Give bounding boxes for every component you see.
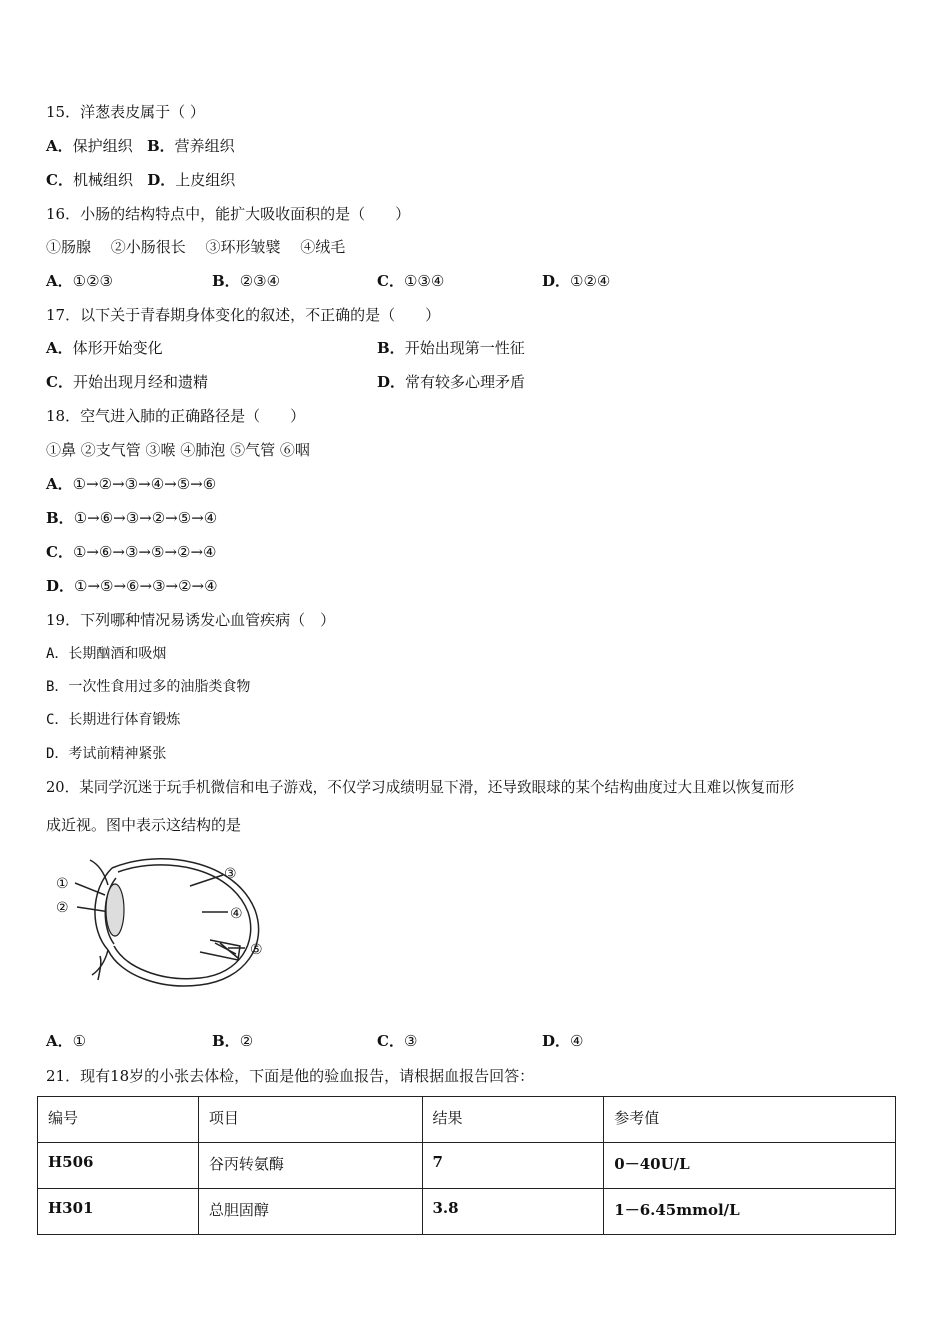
- eye-label-5: ⑤: [250, 942, 263, 958]
- q19-stem: 19．下列哪种情况易诱发心血管疾病（ ）: [46, 611, 336, 629]
- q15-option-a-text: 保护组织: [72, 137, 133, 155]
- eye-label-3: ③: [224, 866, 237, 882]
- q16-option-b: B．②③④: [212, 272, 281, 290]
- table-row: [38, 1189, 896, 1235]
- q15-stem: 15．洋葱表皮属于（ ）: [46, 103, 205, 121]
- table-header-cell: 参考值: [604, 1097, 896, 1143]
- q17-option-d: D．常有较多心理矛盾: [377, 373, 526, 391]
- table-cell-item: 谷丙转氨酶: [198, 1143, 422, 1189]
- q15-option-d-letter: D．: [147, 171, 176, 189]
- q20-option-c: C．③: [377, 1032, 418, 1050]
- q18-items: ①鼻 ②支气管 ③喉 ④肺泡 ⑤气管 ⑥咽: [46, 441, 310, 459]
- q19-option-b: B．一次性食用过多的油脂类食物: [46, 679, 251, 695]
- q17-option-a: A．体形开始变化: [46, 339, 163, 357]
- table-header-cell: 编号: [38, 1097, 199, 1143]
- q15-option-c-text: 机械组织: [72, 171, 133, 189]
- q15-option-b-text: 营养组织: [174, 137, 235, 155]
- q15-option-a-letter: A．: [46, 137, 73, 155]
- eye-label-2: ②: [56, 900, 69, 916]
- q18-option-b: B．①→⑥→③→②→⑤→④: [46, 509, 218, 527]
- table-header-cell: 结果: [422, 1097, 604, 1143]
- q15-option-b-letter: B．: [146, 137, 175, 155]
- q21-stem: 21．现有18岁的小张去体检，下面是他的验血报告，请根据血报告回答：: [46, 1067, 535, 1085]
- q18-option-a: A．①→②→③→④→⑤→⑥: [46, 475, 217, 493]
- q19-option-a: A．长期酗酒和吸烟: [46, 646, 167, 662]
- table-row: [38, 1143, 896, 1189]
- q15-options-row1: [46, 136, 235, 156]
- table-cell-result: 3.8: [422, 1189, 604, 1235]
- q15-option-c-letter: C．: [46, 171, 73, 189]
- eye-diagram: [50, 850, 280, 990]
- q19-option-c: C．长期进行体育锻炼: [46, 712, 181, 728]
- q18-option-d: D．①→⑤→⑥→③→②→④: [46, 577, 218, 595]
- q16-items: ①肠腺 ②小肠很长 ③环形皱襞 ④绒毛: [46, 238, 346, 256]
- table-header-cell: 项目: [198, 1097, 422, 1143]
- q16-option-a: A．①②③: [46, 272, 113, 290]
- table-cell-reference: 1－6.45mmol/L: [604, 1189, 896, 1235]
- eye-label-1: ①: [56, 876, 69, 892]
- q15-option-d-text: 上皮组织: [175, 171, 236, 189]
- q17-option-b: B．开始出现第一性征: [377, 339, 525, 357]
- q20-option-b: B．②: [212, 1032, 254, 1050]
- table-cell-item: 总胆固醇: [198, 1189, 422, 1235]
- q16-option-d: D．①②④: [542, 272, 611, 290]
- q17-stem: 17．以下关于青春期身体变化的叙述，不正确的是（ ）: [46, 306, 441, 324]
- blood-report-table: [37, 1096, 896, 1235]
- q20-stem-line1: 20．某同学沉迷于玩手机微信和电子游戏，不仅学习成绩明显下滑，还导致眼球的某个结构曲度过大且难以恢复而形: [46, 779, 795, 796]
- q15-options-row2: [46, 170, 235, 190]
- q20-option-d: D．④: [542, 1032, 584, 1050]
- table-cell-reference: 0－40U/L: [604, 1143, 896, 1189]
- q17-option-c: C．开始出现月经和遗精: [46, 373, 208, 391]
- table-cell-id: H301: [38, 1189, 199, 1235]
- eye-lens: [106, 884, 124, 936]
- q20-stem-line2: 成近视。图中表示这结构的是: [46, 816, 242, 834]
- q20-option-a: A．①: [46, 1032, 87, 1050]
- table-header-row: [38, 1097, 896, 1143]
- q18-stem: 18．空气进入肺的正确路径是（ ）: [46, 407, 306, 425]
- table-cell-id: H506: [38, 1143, 199, 1189]
- q16-option-c: C．①③④: [377, 272, 445, 290]
- table-cell-result: 7: [422, 1143, 604, 1189]
- q16-stem: 16．小肠的结构特点中，能扩大吸收面积的是（ ）: [46, 205, 411, 223]
- q18-option-c: C．①→⑥→③→⑤→②→④: [46, 543, 217, 561]
- q19-option-d: D．考试前精神紧张: [46, 746, 167, 762]
- eye-label-4: ④: [230, 906, 243, 922]
